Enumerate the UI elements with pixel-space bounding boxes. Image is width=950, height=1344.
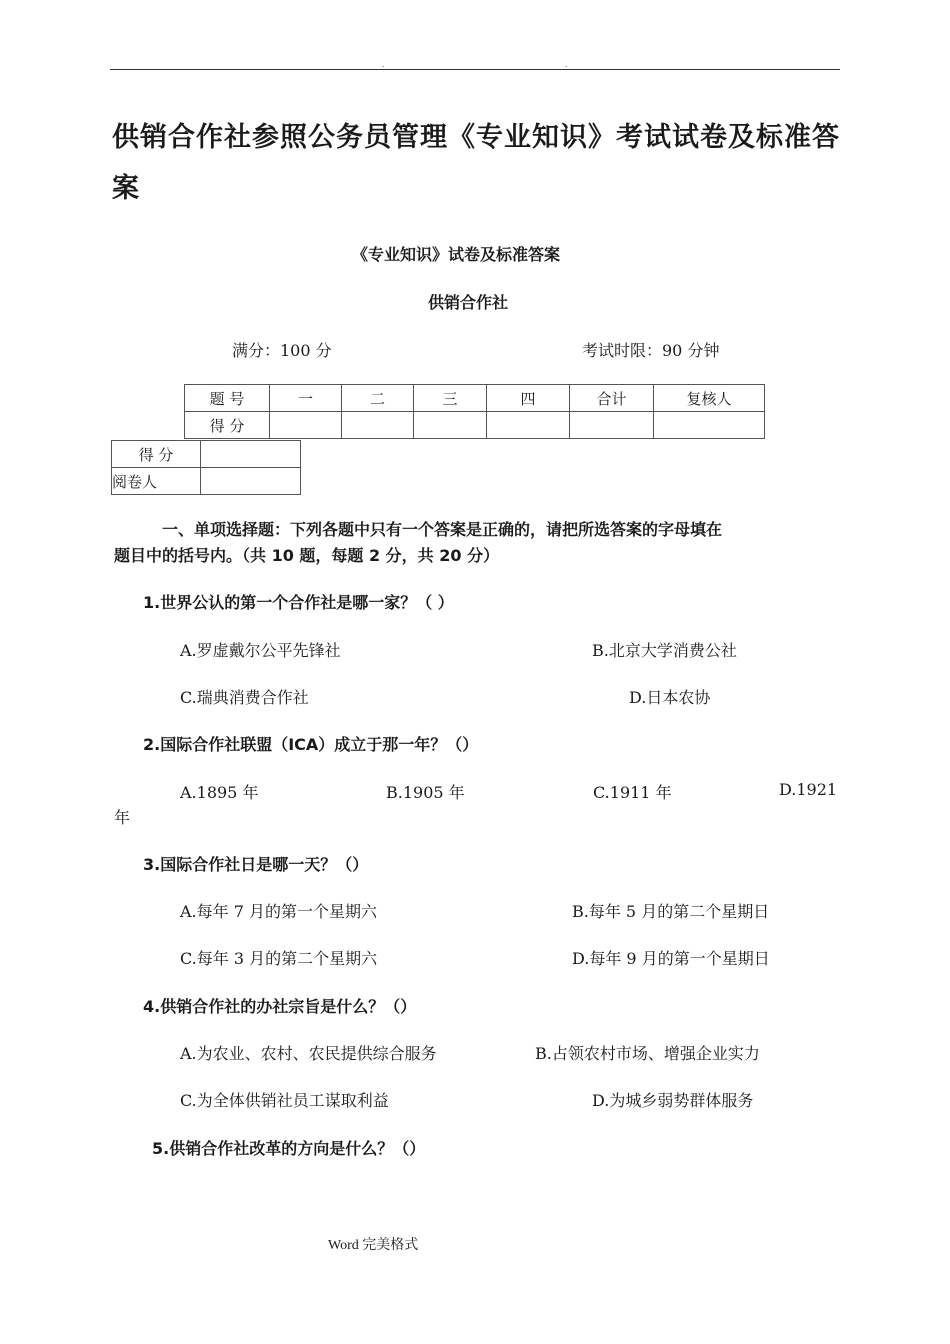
q1-option-b: B.北京大学消费公社 xyxy=(592,641,737,660)
question-3: 3.国际合作社日是哪一天？（） xyxy=(143,855,369,874)
score-table-score-row xyxy=(185,412,765,439)
score-cell[interactable] xyxy=(342,412,414,439)
score-header-2: 二 xyxy=(342,385,414,412)
section1-instructions-line1: 一、单项选择题：下列各题中只有一个答案是正确的，请把所选答案的字母填在 xyxy=(162,520,723,539)
score-cell[interactable] xyxy=(270,412,342,439)
q3-option-d: D.每年 9 月的第一个星期日 xyxy=(572,949,770,968)
score-header-question-no: 题 号 xyxy=(185,385,270,412)
q2-option-a: A.1895 年 xyxy=(180,783,259,802)
score-header-3: 三 xyxy=(414,385,487,412)
score-cell[interactable] xyxy=(487,412,570,439)
grader-score-cell[interactable] xyxy=(201,441,301,468)
section1-instructions-line2: 题目中的括号内。（共 10 题，每题 2 分，共 20 分） xyxy=(114,546,500,565)
document-title: 供销合作社参照公务员管理《专业知识》考试试卷及标准答案 xyxy=(112,122,840,204)
time-limit: 考试时限：90 分钟 xyxy=(582,341,720,360)
q4-option-b: B.占领农村市场、增强企业实力 xyxy=(535,1044,760,1063)
score-cell[interactable] xyxy=(570,412,654,439)
q3-option-b: B.每年 5 月的第二个星期日 xyxy=(572,902,770,921)
q3-option-a: A.每年 7 月的第一个星期六 xyxy=(180,902,377,921)
full-score: 满分：100 分 xyxy=(232,341,332,360)
header-rule xyxy=(110,69,840,70)
question-2: 2.国际合作社联盟（ICA）成立于那一年？（） xyxy=(143,735,479,754)
question-5: 5.供销合作社改革的方向是什么？（） xyxy=(152,1139,426,1158)
header-dot-left: . xyxy=(382,60,385,69)
score-cell[interactable] xyxy=(414,412,487,439)
q2-option-b: B.1905 年 xyxy=(386,783,465,802)
question-4: 4.供销合作社的办社宗旨是什么？（） xyxy=(143,997,417,1016)
q1-option-c: C.瑞典消费合作社 xyxy=(180,688,309,707)
q4-option-a: A.为农业、农村、农民提供综合服务 xyxy=(180,1044,437,1063)
score-row-label: 得 分 xyxy=(185,412,270,439)
grader-name-row xyxy=(112,468,301,495)
q4-option-c: C.为全体供销社员工谋取利益 xyxy=(180,1091,389,1110)
score-table xyxy=(184,384,765,439)
q1-option-d: D.日本农协 xyxy=(629,688,711,707)
score-header-4: 四 xyxy=(487,385,570,412)
score-header-reviewer: 复核人 xyxy=(654,385,765,412)
q2-option-d: D.1921 xyxy=(779,780,838,799)
grader-name-cell[interactable] xyxy=(201,468,301,495)
q1-option-a: A.罗虚戴尔公平先锋社 xyxy=(180,641,341,660)
q4-option-d: D.为城乡弱势群体服务 xyxy=(592,1091,754,1110)
score-cell[interactable] xyxy=(654,412,765,439)
grader-label: 阅卷人 xyxy=(112,468,201,495)
q2-option-c: C.1911 年 xyxy=(593,783,672,802)
q2-option-d-wrap: 年 xyxy=(114,808,131,827)
grader-table xyxy=(111,440,301,495)
header-dot-right: . xyxy=(565,60,568,69)
organization-subtitle: 供销合作社 xyxy=(428,293,509,312)
grader-score-row xyxy=(112,441,301,468)
score-table-header-row xyxy=(185,385,765,412)
grader-score-label: 得 分 xyxy=(112,441,201,468)
score-header-1: 一 xyxy=(270,385,342,412)
score-header-total: 合计 xyxy=(570,385,654,412)
footer-text: Word 完美格式 xyxy=(328,1238,419,1253)
question-1: 1.世界公认的第一个合作社是哪一家？（ ） xyxy=(143,593,454,612)
q3-option-c: C.每年 3 月的第二个星期六 xyxy=(180,949,378,968)
exam-subtitle: 《专业知识》试卷及标准答案 xyxy=(352,245,561,264)
